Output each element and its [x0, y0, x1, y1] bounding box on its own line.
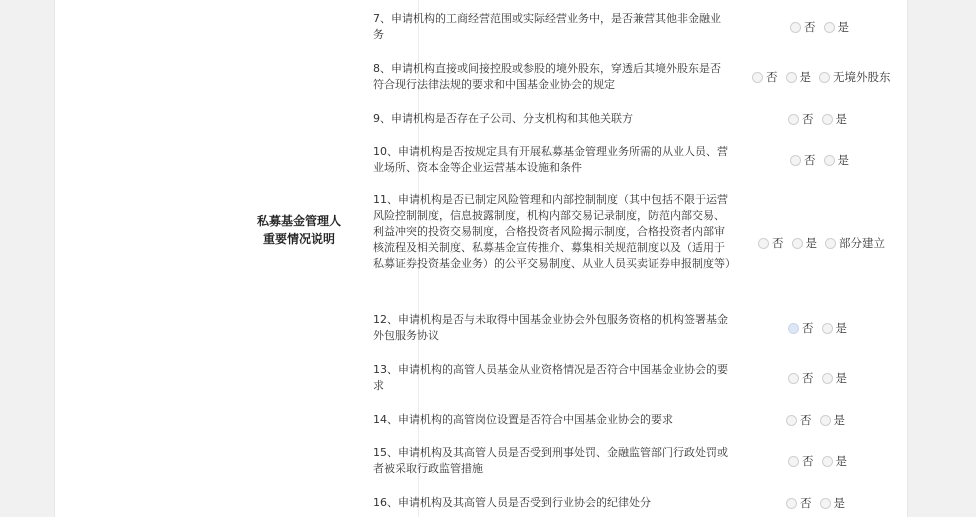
option-no-label: 否: [802, 112, 814, 126]
radio-yes-11[interactable]: [792, 238, 803, 249]
radio-no-16[interactable]: [786, 498, 797, 509]
radio-no-8[interactable]: [752, 72, 763, 83]
radio-yes-8[interactable]: [786, 72, 797, 83]
radio-no-foreign-8[interactable]: [819, 72, 830, 83]
option-yes-label: 是: [837, 20, 849, 34]
question-9: 9、申请机构是否存在子公司、分支机构和其他关联方: [373, 112, 633, 125]
option-yes-label: 是: [835, 454, 847, 468]
radio-no-12[interactable]: [788, 323, 799, 334]
option-no-label: 否: [802, 321, 814, 335]
answer-group-11: [758, 235, 893, 251]
section-title-line1: 私募基金管理人: [256, 214, 341, 228]
radio-yes-13[interactable]: [822, 373, 833, 384]
question-15: 15、申请机构及其高管人员是否受到刑事处罚、金融监管部门行政处罚或者被采取行政监管措施: [373, 446, 728, 475]
radio-yes-9[interactable]: [822, 114, 833, 125]
option-no-label: 否: [800, 496, 812, 510]
section-label: [240, 212, 358, 248]
radio-no-15[interactable]: [788, 456, 799, 467]
option-no-label: 否: [800, 413, 812, 427]
radio-partial-11[interactable]: [825, 238, 836, 249]
option-partial-label: 部分建立: [839, 236, 885, 250]
option-yes-label: 是: [837, 153, 849, 167]
radio-yes-14[interactable]: [820, 415, 831, 426]
radio-yes-7[interactable]: [824, 22, 835, 33]
radio-no-13[interactable]: [788, 373, 799, 384]
answer-group-7: [790, 19, 857, 35]
option-yes-label: 是: [805, 236, 817, 250]
option-no-foreign-label: 无境外股东: [833, 70, 891, 84]
option-yes-label: 是: [833, 413, 845, 427]
answer-group-10: [790, 152, 857, 168]
radio-no-10[interactable]: [790, 155, 801, 166]
question-16: 16、申请机构及其高管人员是否受到行业协会的纪律处分: [373, 496, 651, 509]
radio-yes-15[interactable]: [822, 456, 833, 467]
question-11: 11、申请机构是否已制定风险管理和内部控制制度（其中包括不限于运营风险控制制度，信息披露制度，机构内部交易记录制度，防范内部交易、利益冲突的投资交易制度，合格投资者风险揭示制度，合格投资者内部审核流程及相关制度、私募基金宣传推介、募集相关规范制度以及（适用于私募证券投资基金业务）的公平交易制度、从业人员买卖证券申报制度等）: [373, 193, 736, 270]
answer-group-9: [788, 111, 855, 127]
option-no-label: 否: [772, 236, 784, 250]
answer-group-14: [786, 412, 853, 428]
option-yes-label: 是: [799, 70, 811, 84]
question-7: 7、申请机构的工商经营范围或实际经营业务中，是否兼营其他非金融业务: [373, 12, 721, 41]
option-no-label: 否: [804, 153, 816, 167]
answer-group-15: [788, 453, 855, 469]
radio-yes-12[interactable]: [822, 323, 833, 334]
option-no-label: 否: [804, 20, 816, 34]
question-8: 8、申请机构直接或间接控股或参股的境外股东，穿透后其境外股东是否符合现行法律法规的要求和中国基金业协会的规定: [373, 62, 721, 91]
answer-group-13: [788, 370, 855, 386]
section-title-line2: 重要情况说明: [262, 232, 335, 246]
option-no-label: 否: [802, 371, 814, 385]
radio-yes-16[interactable]: [820, 498, 831, 509]
option-no-label: 否: [802, 454, 814, 468]
question-10: 10、申请机构是否按规定具有开展私募基金管理业务所需的从业人员、营业场所、资本金等企业运营基本设施和条件: [373, 145, 728, 174]
option-yes-label: 是: [835, 371, 847, 385]
answer-group-16: [786, 495, 853, 511]
answer-group-8: [752, 69, 899, 85]
question-14: 14、申请机构的高管岗位设置是否符合中国基金业协会的要求: [373, 413, 673, 426]
radio-no-14[interactable]: [786, 415, 797, 426]
option-yes-label: 是: [835, 112, 847, 126]
question-13: 13、申请机构的高管人员基金从业资格情况是否符合中国基金业协会的要求: [373, 363, 728, 392]
radio-no-11[interactable]: [758, 238, 769, 249]
answer-group-12: [788, 320, 855, 336]
question-12: 12、申请机构是否与未取得中国基金业协会外包服务资格的机构签署基金外包服务协议: [373, 313, 728, 342]
option-no-label: 否: [766, 70, 778, 84]
radio-no-7[interactable]: [790, 22, 801, 33]
radio-yes-10[interactable]: [824, 155, 835, 166]
radio-no-9[interactable]: [788, 114, 799, 125]
option-yes-label: 是: [833, 496, 845, 510]
option-yes-label: 是: [835, 321, 847, 335]
